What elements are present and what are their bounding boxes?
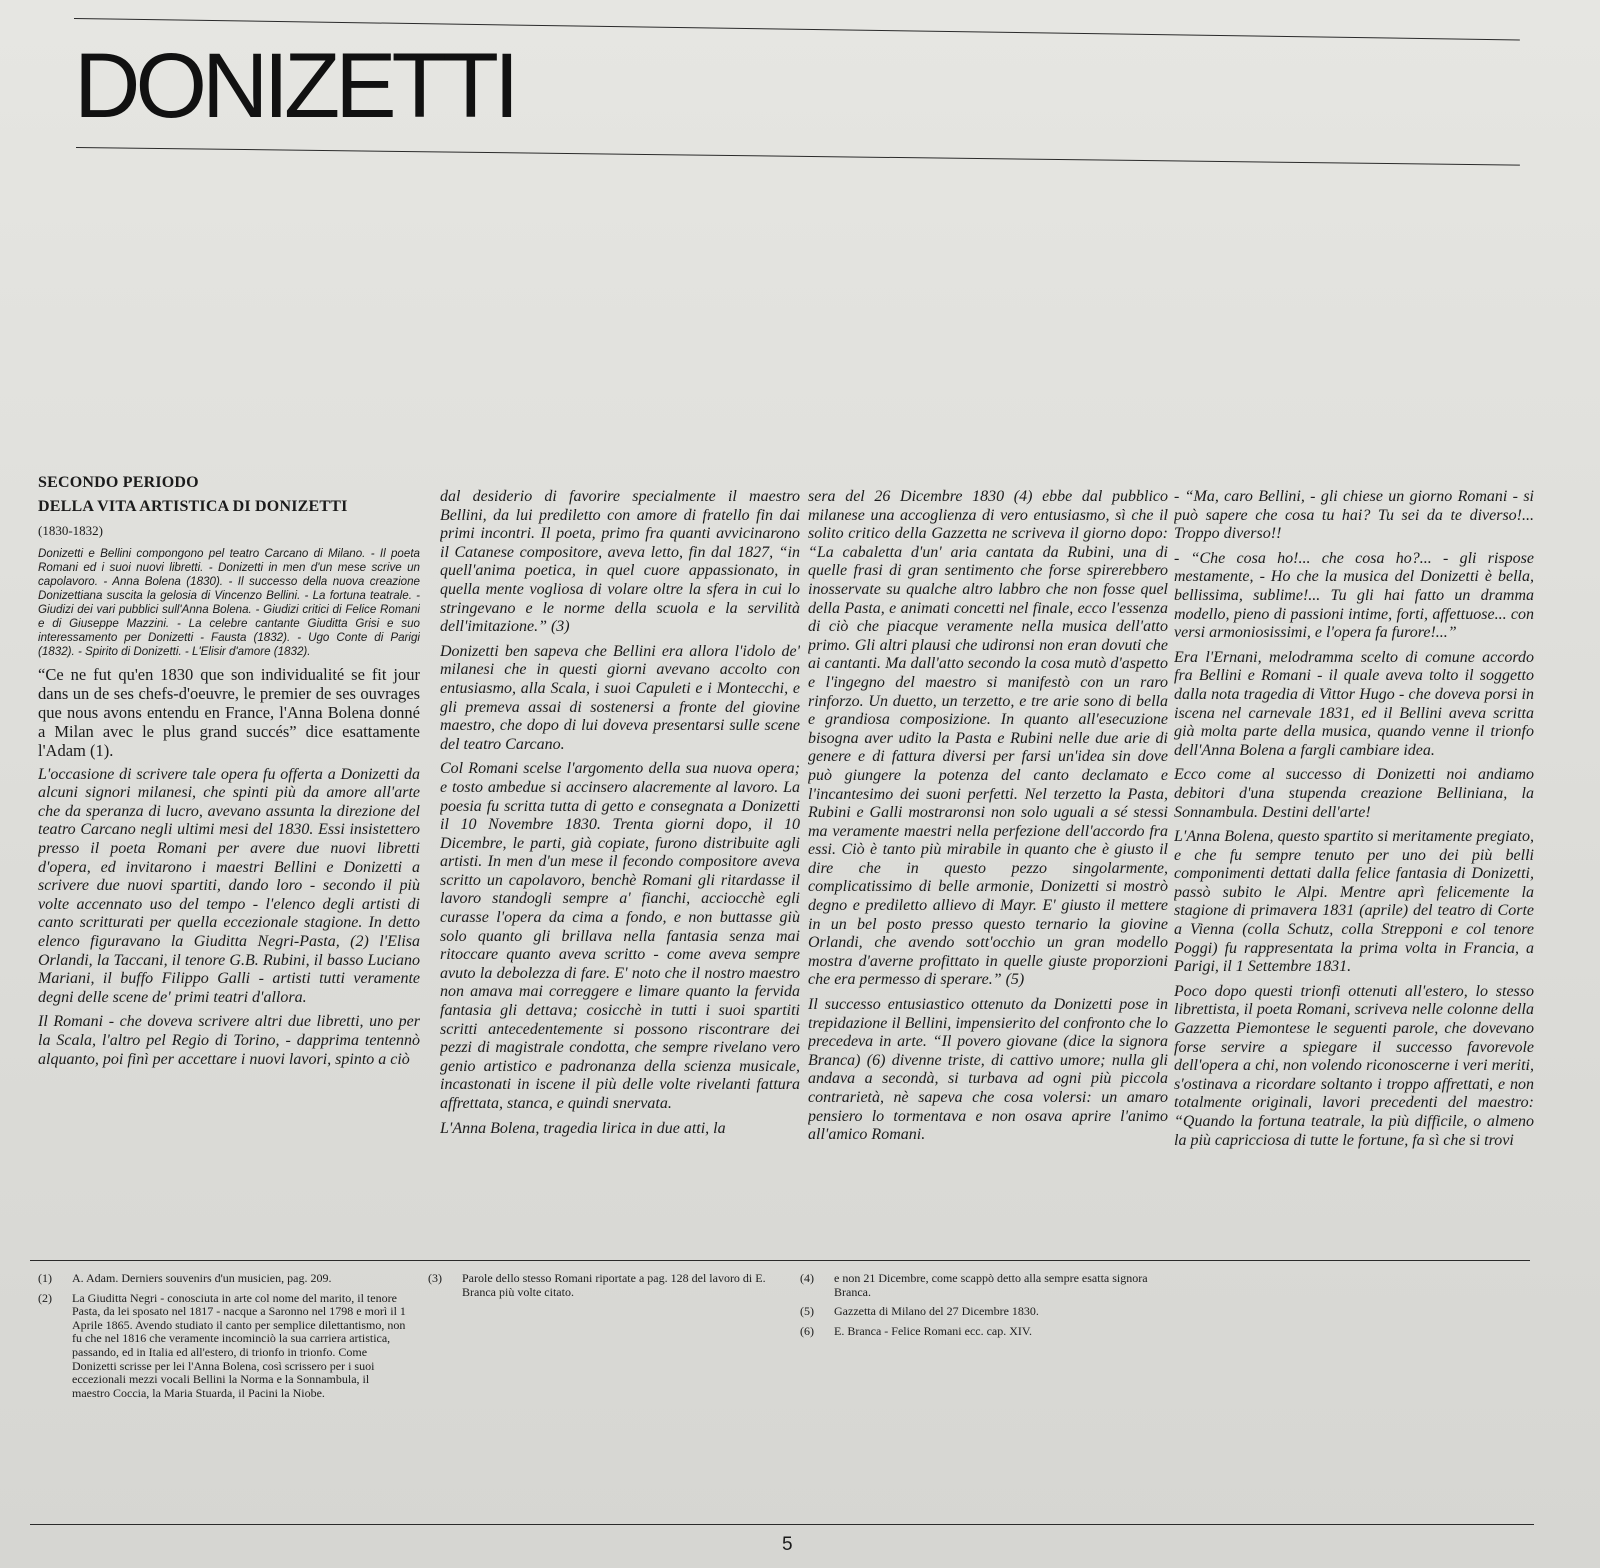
paragraph: L'occasione di scrivere tale opera fu offerta a Donizetti da alcuni signori milanesi, che spinti più da amore all'arte che da speranza di lucro, avevano assunta la direzione del teatro Carcano negli ultimi mesi del 1830. Essi insistettero presso il poeta Romani per avere due nuovi libretti d'opera, ed invitarono i maestri Bellini e Donizetti a scrivere due nuovi spartiti, dando loro - secondo il più volte accennato uso del tempo - l'elenco degli artisti di canto scritturati per quella eccezionale stagione. In detto elenco figuravano la Giuditta Negri-Pasta, (2) l'Elisa Orlandi, la Taccani, il tenore G.B. Rubini, il basso Luciano Mariani, il buffo Filippo Galli - artisti tutti veramente degni delle scene de' primi teatri d'allora.	[38, 765, 420, 1006]
page-title: DONIZETTI	[74, 35, 515, 137]
paragraph: Col Romani scelse l'argomento della sua nuova opera; e tosto ambedue si accinsero alacremente al lavoro. La poesia fu scritta tutta di getto e consegnata a Donizetti il 10 Novembre 1830. Trenta giorni dopo, il 10 Dicembre, le parti, già copiate, furono distribuite agli artisti. In men d'un mese il fecondo compositore aveva scritto un capolavoro, benchè Romani gli ritardasse il lavoro standogli sempre a' fianchi, acciocchè egli curasse l'opera da cima a fondo, e non buttasse giù solo quanto gli brillava nella fantasia senza mai ritoccare quanto aveva scritto - come aveva sempre avuto la debolezza di fare. E' noto che il nostro maestro non amava mai correggere e limare quanto la fervida fantasia gli dettava; cosicchè in tutti i suoi spartiti scritti antecedentemente si possono riscontrare dei pezzi di magistrale condotta, che sempre rivelano vero genio artistico e padronanza della scienza musicale, incastonati in iscene il più delle volte rivelanti fattura affrettata, stanca, e quindi snervata.	[440, 760, 800, 1112]
footnote-number: (3)	[428, 1271, 442, 1285]
paragraph: L'Anna Bolena, questo spartito si meritamente pregiato, e che fu sempre tenuto per uno dei più belli componimenti dettati dalla felice fantasia di Donizetti, passò subito le Alpi. Mentre aprì felicemente la stagione di primavera 1831 (aprile) del teatro di Corte a Vienna (colla Schutz, colla Strepponi e col tenore Poggi) fu rappresentata la prima volta in Francia, a Parigi, il 1 Settembre 1831.	[1174, 828, 1534, 976]
section-summary: Donizetti e Bellini compongono pel teatro Carcano di Milano. - Il poeta Romani ed i suoi nuovi libretti. - Donizetti in men d'un mese scrive un capolavoro. - Anna Bolena (1830). - Il successo della nuova creazione Donizettiana suscita la gelosia di Vincenzo Bellini. - La fortuna teatrale. - Giudizi dei vari pubblici sull'Anna Bolena. - Giudizi critici di Felice Romani e di Giuseppe Mazzini. - La celebre cantante Giuditta Grisi e suo interessamento per Donizetti - Fausta (1832). - Ugo Conte di Parigi (1832). - Spirito di Donizetti. - L'Elisir d'amore (1832).	[38, 546, 420, 658]
paragraph: “Ce ne fut qu'en 1830 que son individualité se fit jour dans un de ses chefs-d'oeuvre, le premier de ses ouvrages que nous avons entendu en France, l'Anna Bolena donné a Milan avec le plus grand succés” dice esattamente l'Adam (1).	[38, 664, 420, 760]
page-number: 5	[782, 1534, 793, 1555]
title-rule	[76, 147, 1520, 166]
section-years: (1830-1832)	[38, 523, 103, 538]
paragraph: Poco dopo questi trionfi ottenuti all'estero, lo stesso librettista, il poeta Romani, scriveva nelle colonne della Gazzetta Piemontese le seguenti parole, che dovevano forse servire a spiegare il successo favorevole dell'opera a chi, non volendo riconoscerne i veri meriti, s'ostinava a ricordare soltanto i troppo affrettati, e non totalmente originali, lavori precedenti del maestro: “Quando la fortuna teatrale, la più difficile, o almeno la più capricciosa di tutte le fortune, fa sì che si trovi	[1174, 982, 1534, 1149]
footnote-rule	[30, 1260, 1530, 1261]
footnote	[800, 1325, 1170, 1339]
footnote-number: (2)	[38, 1290, 52, 1305]
text-column-3	[808, 488, 1168, 1252]
text-column-1	[38, 474, 420, 1238]
paragraph: Donizetti ben sapeva che Bellini era allora l'idolo de' milanesi che in questi giorni avevano accolto con entusiasmo, alla Scala, i suoi Capuleti e i Montecchi, e gli premeva assai di sostenersi a fronte del giovine maestro, che dopo di lui doveva presentarsi sulle scene del teatro Carcano.	[440, 642, 800, 753]
paragraph: - “Ma, caro Bellini, - gli chiese un giorno Romani - si può sapere che cosa tu hai? Tu sei da te diverso!... Troppo diverso!!	[1174, 488, 1534, 543]
footnote-text: e non 21 Dicembre, come scappò detto alla sempre esatta signora Branca.	[834, 1271, 1148, 1299]
footnotes-column-1	[38, 1272, 408, 1406]
footnote	[428, 1272, 792, 1299]
paragraph: Era l'Ernani, melodramma scelto di comune accordo fra Bellini e Romani - il quale aveva tolto il soggetto dalla nota tragedia di Vittor Hugo - che doveva porsi in iscena nel carnevale 1831, ed il Bellini aveva scritta già molta parte della musica, quando venne il trionfo dell'Anna Bolena a fargli cambiare idea.	[1174, 648, 1534, 759]
footnote	[800, 1305, 1170, 1319]
paragraph: - “Che cosa ho!... che cosa ho?... - gli rispose mestamente, - Ho che la musica del Donizetti è bella, bellissima, sublime!... Tu gli hai fatto un dramma modello, pieno di passioni intime, forti, affettuose... con versi armoniosissimi, e l'opera fa furore!...”	[1174, 549, 1534, 642]
footnote	[38, 1292, 408, 1401]
bottom-rule	[30, 1524, 1534, 1525]
footnotes-column-2	[428, 1272, 792, 1305]
footnote	[800, 1272, 1170, 1299]
paragraph: L'Anna Bolena, tragedia lirica in due atti, la	[440, 1119, 726, 1137]
paragraph: sera del 26 Dicembre 1830 (4) ebbe dal pubblico milanese una accoglienza di vero entusiasmo, sì che il solito critico della Gazzetta ne scriveva il giorno dopo: “La cabaletta d'un' aria cantata da Rubini, una di quelle frasi di gran sentimento che forse spirerebbero inosservate su qualche altro labbro che non fosse quel della Pasta, e animati concetti nel finale, ecco l'essenza di ciò che piacque veramente nella musica dell'atto primo. Gli altri plausi che udironsi non eran dovuti che ai cantanti. Ma dall'atto secondo la cosa mutò d'aspetto e l'ingegno del maestro si manifestò con un raro rinforzo. Un duetto, un terzetto, e tre arie sono di bella e grandiosa composizione. In quanto all'esecuzione bisogna aver udito la Pasta e Rubini nelle due arie di genere e di fattura diversi per farsi un'idea sin dove può giungere la potenza del canto declamato e l'incantesimo dei suoni perfetti. Nel terzetto la Pasta, Rubini e Galli mostraronsi non solo uguali a sé stessi ma veramente maestri nella perfezione dell'accordo fra essi. Ciò è tanto più mirabile in quanto che è giusto il dire che in questo pezzo singolarmente, complicatissimo di belle armonie, Donizetti si mostrò degno e prediletto allievo di Mayr. E' giusto il mettere in un bel posto presso questo ternario la giovine Orlandi, che avendo sott'occhio un gran modello mostra d'averne profittato in quelle giuste proporzioni che era permesso di sperare.” (5)	[808, 488, 1168, 989]
text-column-4	[1174, 488, 1534, 1252]
footnote-text: E. Branca - Felice Romani ecc. cap. XIV.	[834, 1323, 1033, 1338]
footnote-number: (1)	[38, 1271, 52, 1285]
footnote-text: Parole dello stesso Romani riportate a pag. 128 del lavoro di E. Branca più volte citato.	[462, 1271, 766, 1299]
footnote-number: (5)	[800, 1304, 814, 1319]
footnote-number: (4)	[800, 1271, 814, 1285]
footnote-text: Gazzetta di Milano del 27 Dicembre 1830.	[834, 1304, 1039, 1319]
paragraph: dal desiderio di favorire specialmente il maestro Bellini, da lui prediletto con amore di fratello fin dai primi incontri. Il poeta, primo fra quanti avvicinarono il Catanese compositore, aveva letto, fin dal 1827, “in quell'anima poetica, in quel cuore appassionato, in quella mente vogliosa di volare oltre la sfera in cui lo stringevano e le norme della scuola e la servilità dell'imitazione.” (3)	[440, 488, 800, 636]
footnote-number: (6)	[800, 1323, 814, 1338]
section-heading-line2: DELLA VITA ARTISTICA DI DONIZETTI	[38, 498, 348, 515]
text-column-2	[440, 488, 800, 1252]
footnote-text: A. Adam. Derniers souvenirs d'un musicien, pag. 209.	[72, 1271, 332, 1285]
footnotes-column-3	[800, 1272, 1170, 1344]
paragraph: Il successo entusiastico ottenuto da Donizetti pose in trepidazione il Bellini, impensierito del confronto che lo precedeva in arte. “Il povero giovane (dice la signora Branca) (6) divenne triste, di cattivo umore; nulla gli andava a secondà, si turbava ad ogni più piccola contrarietà, nè sapeva che cosa volersi: un amaro pensiero lo tormentava e non osava aprire l'animo all'amico Romani.	[808, 996, 1168, 1144]
footnote-text: La Giuditta Negri - conosciuta in arte col nome del marito, il tenore Pasta, da lei sposato nel 1817 - nacque a Saronno nel 1798 e morì il 1 Aprile 1865. Avendo studiato il canto per semplice dilettantismo, non fu che nel 1816 che veramente incominciò la sua carriera artistica, passando, ed in Italia ed all'estero, di trionfo in trionfo. Come Donizetti scrisse per lei l'Anna Bolena, così scrissero per i suoi eccezionali mezzi vocali Bellini la Norma e la Sonnambula, il maestro Coccia, la Maria Stuarda, il Pacini la Niobe.	[72, 1290, 406, 1400]
footnote	[38, 1272, 408, 1286]
paragraph: Il Romani - che doveva scrivere altri due libretti, uno per la Scala, l'altro pel Regio di Torino, - dapprima tentennò alquanto, poi finì per accettare i nuovi lavori, spinto a ciò	[38, 1013, 420, 1068]
section-heading-line1: SECONDO PERIODO	[38, 474, 199, 491]
paragraph: Ecco come al successo di Donizetti noi andiamo debitori d'una stupenda creazione Belliniana, la Sonnambula. Destini dell'arte!	[1174, 766, 1534, 821]
